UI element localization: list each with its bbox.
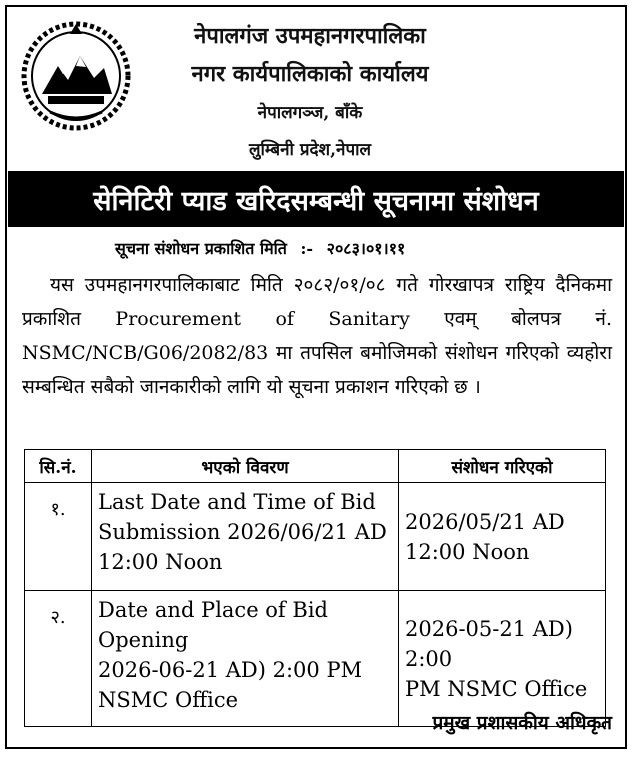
row-revised [399,591,606,727]
desc-line: Date and Place of Bid [98,598,328,622]
rev-line: PM NSMC Office [405,676,588,701]
rev-line: 2026/05/21 AD [405,509,565,534]
header-revised: संशोधन गरिएको [399,450,606,483]
desc-line: Last Date and Time of Bid [98,490,376,514]
publish-date-separator: :- [300,239,314,258]
publish-date-label: सूचना संशोधन प्रकाशित मिति [115,239,287,258]
header-original: भएको विवरण [92,450,399,483]
office-location: नेपालगञ्ज, बाँके [257,103,363,123]
header-sn: सि.नं. [25,450,92,483]
row-sn: २. [25,591,92,727]
row-revised [399,483,606,591]
table-row [25,483,606,591]
nepal-emblem-icon [20,20,132,132]
desc-line: Submission 2026/06/21 AD [98,520,387,544]
municipality-name: नेपालगंज उपमहानगरपालिका [194,23,426,49]
notice-title: सेनिटिरी प्याड खरिदसम्बन्धी सूचनामा संशोधन [8,171,624,227]
publish-date-value: २०८३।०१।११ [326,239,406,258]
desc-line: NSMC Office [98,688,239,712]
signatory-title: प्रमुख प्रशासकीय अधिकृत [432,712,612,734]
amendment-table [24,449,606,727]
row-original [92,591,399,727]
desc-line: Opening [98,628,189,652]
publish-date-line [115,237,413,259]
office-province: लुम्बिनी प्रदेश,नेपाल [248,140,372,160]
desc-line: 12:00 Noon [98,550,223,574]
office-name: नगर कार्यपालिकाको कार्यालय [191,61,429,87]
notice-paragraph: यस उपमहानगरपालिकाबाट मिति २०८२/०१/०८ गते गोरखापत्र राष्ट्रिय दैनिकमा प्रकाशित Procurement of Sanitary एवम् बोलपत्र नं. NSMC/NCB/G06/2082/83 मा तपसिल बमोजिमको संशोधन गरिएको व्यहोरा सम्बन्धित सबैको जानकारीको लागि यो सूचना प्रकाशन गरिएको छ । [22,274,612,398]
row-sn: १. [25,483,92,591]
rev-line: 12:00 Noon [405,539,530,564]
notice-body [22,268,612,404]
desc-line: 2026-06-21 AD) 2:00 PM [98,658,363,682]
rev-line: 2026-05-21 AD) 2:00 [405,616,573,671]
table-row [25,591,606,727]
table-header-row [25,450,606,483]
row-original [92,483,399,591]
